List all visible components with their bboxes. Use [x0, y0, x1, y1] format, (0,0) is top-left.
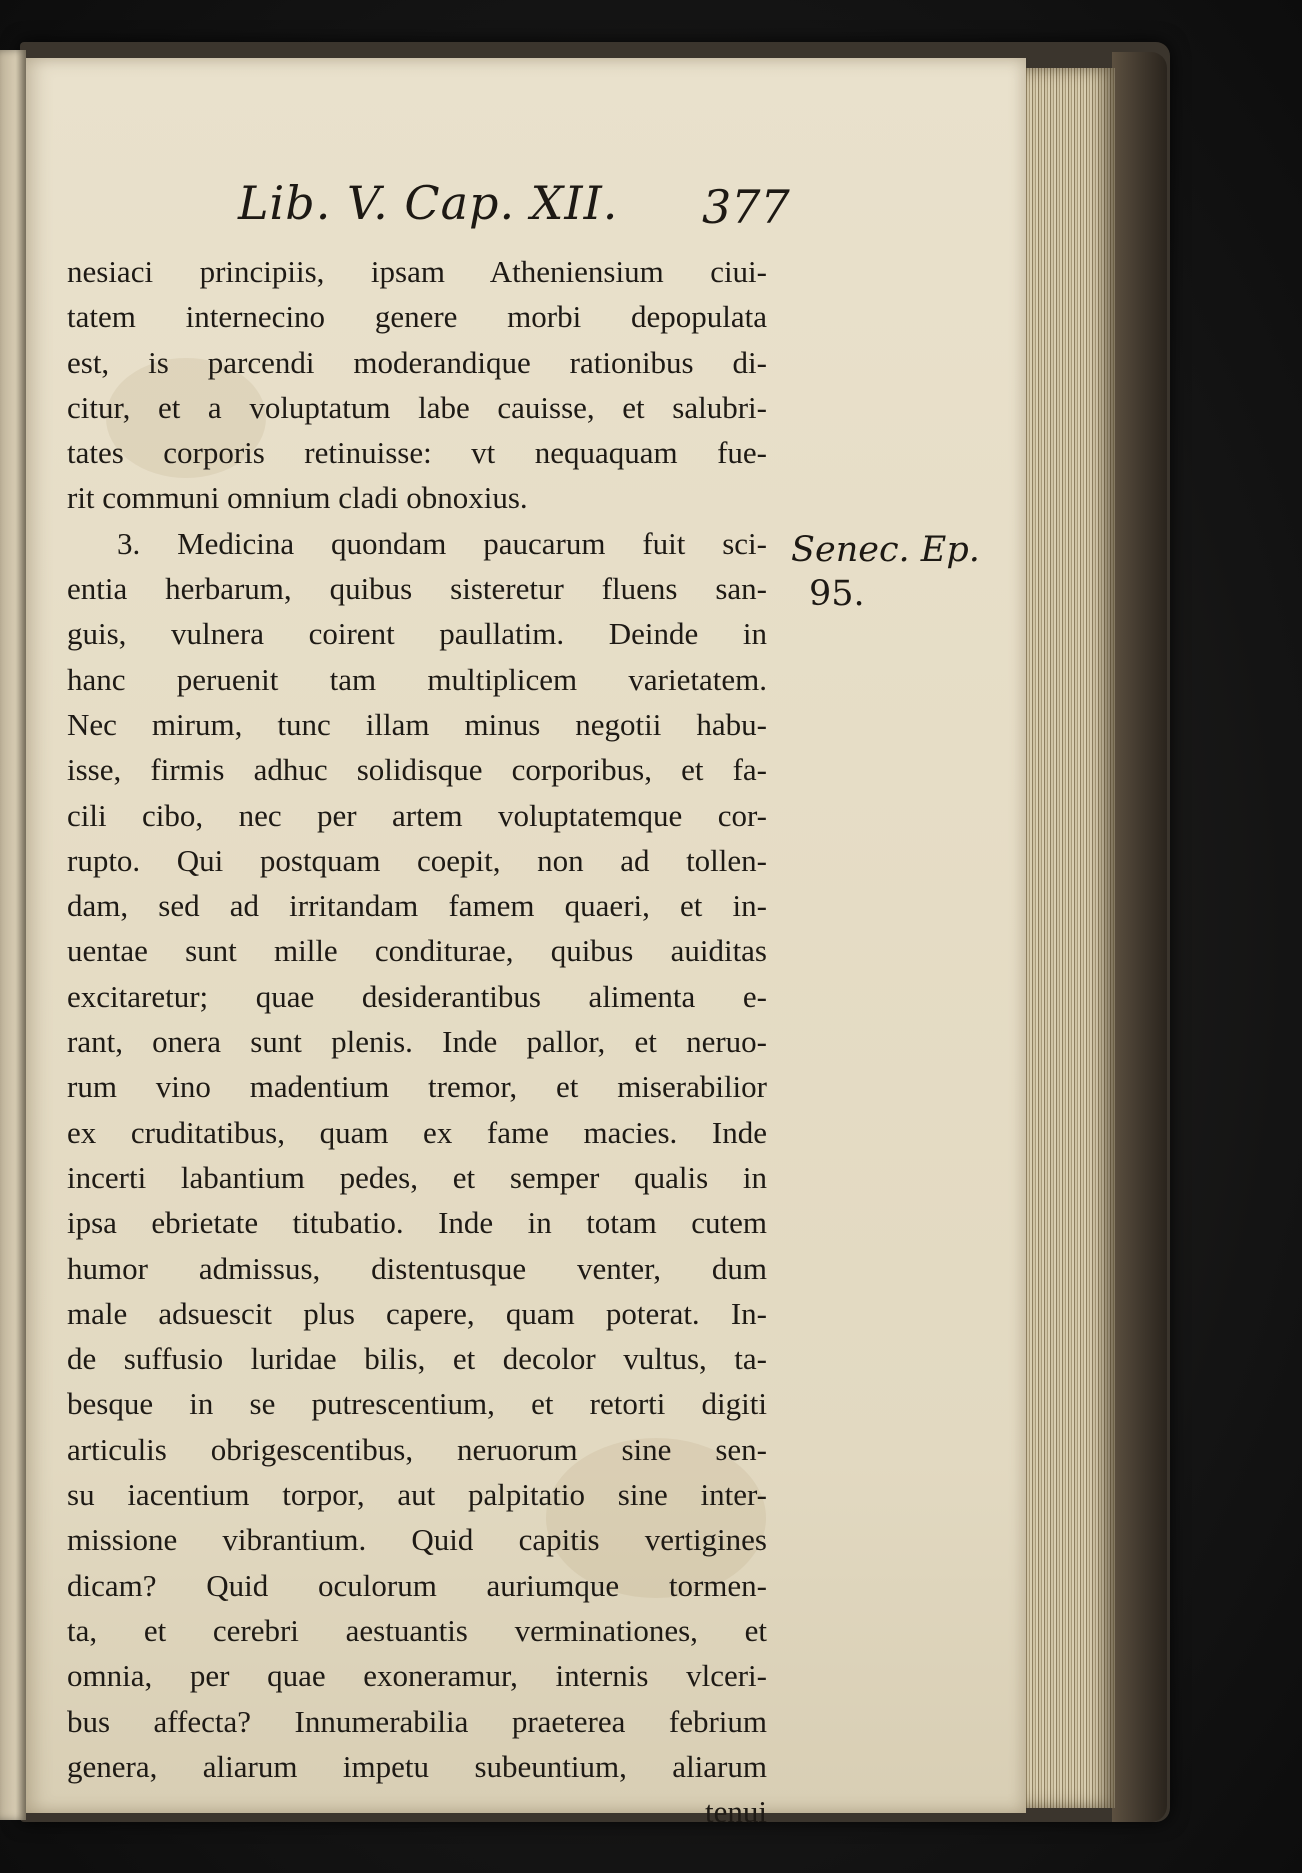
text-line: male adsuescit plus capere, quam poterat. In- — [67, 1295, 767, 1331]
text-line: rupto. Qui postquam coepit, non ad tollen- — [67, 842, 767, 878]
text-line: missione vibrantium. Quid capitis vertigines — [67, 1522, 767, 1558]
text-line: de suffusio luridae bilis, et decolor vultus, ta- — [67, 1341, 767, 1377]
text-line: articulis obrigescentibus, neruorum sine sen- — [67, 1431, 767, 1467]
margin-note — [791, 528, 980, 616]
text-line: ipsa ebrietate titubatio. Inde in totam cutem — [67, 1205, 767, 1241]
text-line: uentae sunt mille conditurae, quibus auiditas — [67, 933, 767, 969]
text-line: nesiaci principiis, ipsam Atheniensium ciui- — [67, 254, 767, 289]
text-line: isse, firmis adhuc solidisque corporibus, et fa- — [67, 752, 767, 788]
text-line: humor admissus, distentusque venter, dum — [67, 1250, 767, 1286]
text-line: entia herbarum, quibus sisteretur fluens san- — [67, 571, 767, 607]
book-page — [26, 58, 1026, 1830]
text-line: tatem internecino genere morbi depopulata — [67, 299, 767, 335]
margin-note-source: Senec. Ep. — [791, 530, 980, 570]
previous-page-edge — [0, 50, 26, 1820]
page-stack-fore-edge — [1015, 68, 1115, 1808]
text-line: besque in se putrescentium, et retorti digiti — [67, 1386, 767, 1422]
text-line: rant, onera sunt plenis. Inde pallor, et neruo- — [67, 1024, 767, 1060]
body-text — [67, 249, 787, 1834]
page-number: 377 — [702, 180, 790, 234]
text-line: su iacentium torpor, aut palpitatio sine inter- — [67, 1477, 767, 1513]
margin-note-reference: 95. — [809, 574, 865, 614]
text-line: hanc peruenit tam multiplicem varietatem. — [67, 661, 767, 697]
text-line: citur, et a voluptatum labe cauisse, et salubri- — [67, 389, 767, 425]
text-line: incerti labantium pedes, et semper qualis in — [67, 1159, 767, 1195]
text-line: omnia, per quae exoneramur, internis vlceri- — [67, 1658, 767, 1694]
text-line: dam, sed ad irritandam famem quaeri, et in- — [67, 888, 767, 924]
text-line: cili cibo, nec per artem voluptatemque cor- — [67, 797, 767, 833]
running-head: Lib. V. Cap. XII. — [238, 176, 619, 230]
page-header — [26, 176, 1026, 246]
text-line: excitaretur; quae desiderantibus alimenta e- — [67, 978, 767, 1014]
text-line: genera, aliarum impetu subeuntium, aliarum — [67, 1748, 767, 1784]
text-line: Nec mirum, tunc illam minus negotii habu- — [67, 706, 767, 742]
text-line: bus affecta? Innumerabilia praeterea febrium — [67, 1703, 767, 1739]
text-line: est, is parcendi moderandique rationibus di- — [67, 344, 767, 380]
text-line: rum vino madentium tremor, et miserabilior — [67, 1069, 767, 1105]
book-cover-edge — [1112, 52, 1167, 1822]
text-line: dicam? Quid oculorum auriumque tormen- — [67, 1567, 767, 1603]
text-line: 3. Medicina quondam paucarum fuit sci- — [117, 525, 767, 561]
text-line: tates corporis retinuisse: vt nequaquam fue- — [67, 435, 767, 471]
text-line: guis, vulnera coirent paullatim. Deinde in — [67, 616, 767, 652]
catchword: tenui — [705, 1794, 767, 1830]
text-line: ta, et cerebri aestuantis verminationes, et — [67, 1612, 767, 1648]
text-line: ex cruditatibus, quam ex fame macies. Inde — [67, 1114, 767, 1150]
text-line: rit communi omnium cladi obnoxius. — [67, 480, 528, 516]
